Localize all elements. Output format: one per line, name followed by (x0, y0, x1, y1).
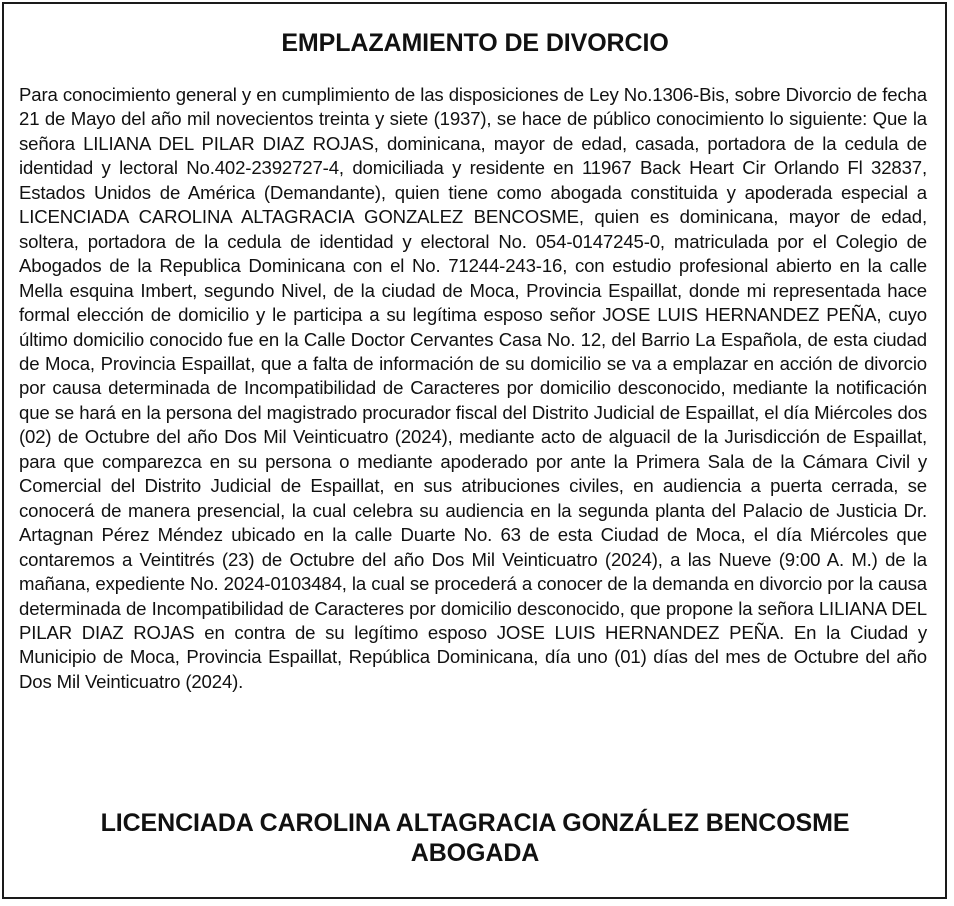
signature-name: LICENCIADA CAROLINA ALTAGRACIA GONZÁLEZ BENCOSME (100, 809, 850, 837)
notice-title: EMPLAZAMIENTO DE DIVORCIO (281, 29, 669, 57)
signature-block (0, 808, 950, 868)
signature-role: ABOGADA (410, 839, 540, 867)
notice-body: Para conocimiento general y en cumplimiento de las disposiciones de Ley No.1306-Bis, sobre Divorcio de fecha 21 de Mayo del año mil novecientos treinta y siete (1937), se hace de público conocimiento lo siguiente: Que la señora LILIANA DEL PILAR DIAZ ROJAS, dominicana, mayor de edad, casada, portadora de la cedula de identidad y lectoral No.402-2392727-4, domiciliada y residente en 11967 Back Heart Cir Orlando Fl 32837, Estados Unidos de América (Demandante), quien tiene como abogada constituida y apoderada especial a LICENCIADA CAROLINA ALTAGRACIA GONZALEZ BENCOSME, quien es dominicana, mayor de edad, soltera, portadora de la cedula de identidad y electoral No. 054-0147245-0, matriculada por el Colegio de Abogados de la Republica Dominicana con el No. 71244-243-16, con estudio profesional abierto en la calle Mella esquina Imbert, segundo Nivel, de la ciudad de Moca, Provincia Espaillat, donde mi representada hace formal elección de domicilio y le participa a su legítima esposo señor JOSE LUIS HERNANDEZ PEÑA, cuyo último domicilio conocido fue en la Calle Doctor Cervantes Casa No. 12, del Barrio La Española, de esta ciudad de Moca, Provincia Espaillat, que a falta de información de su domicilio se va a emplazar en acción de divorcio por causa determinada de Incompatibilidad de Caracteres por domicilio desconocido, mediante la notificación que se hará en la persona del magistrado procurador fiscal del Distrito Judicial de Espaillat, el día Miércoles dos (02) de Octubre del año Dos Mil Veinticuatro (2024), mediante acto de alguacil de la Jurisdicción de Espaillat, para que comparezca en su persona o mediante apoderado por ante la Primera Sala de la Cámara Civil y Comercial del Distrito Judicial de Espaillat, en sus atribuciones civiles, en audiencia a puerta cerrada, se conocerá de manera presencial, la cual celebra su audiencia en la segunda planta del Palacio de Justicia Dr. Artagnan Pérez Méndez ubicado en la calle Duarte No. 63 de esta Ciudad de Moca, el día Miércoles que contaremos a Veintitrés (23) de Octubre del año Dos Mil Veinticuatro (2024), a las Nueve (9:00 A. M.) de la mañana, expediente No. 2024-0103484, la cual se procederá a conocer de la demanda en divorcio por la causa determinada de Incompatibilidad de Caracteres por domicilio desconocido, que propone la señora LILIANA DEL PILAR DIAZ ROJAS en contra de su legítimo esposo JOSE LUIS HERNANDEZ PEÑA. En la Ciudad y Municipio de Moca, Provincia Espaillat, República Dominicana, día uno (01) días del mes de Octubre del año Dos Mil Veinticuatro (2024). (19, 84, 927, 692)
